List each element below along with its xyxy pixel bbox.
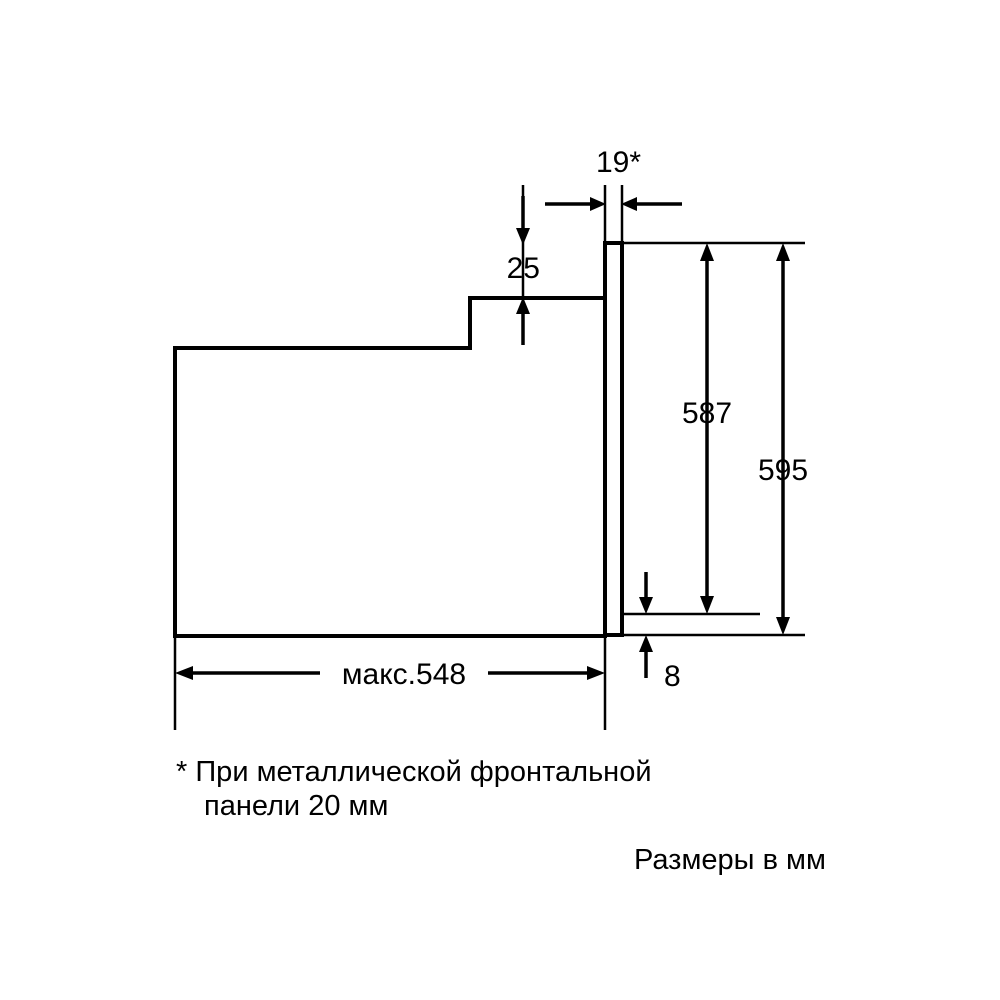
footnote-line-2: панели 20 мм — [204, 790, 389, 822]
dim-label-587: 587 — [681, 397, 733, 430]
dim-label-548: макс.548 — [341, 658, 467, 691]
dim-label-19: 19* — [596, 146, 642, 179]
footnote-line-1: * При металлической фронтальной — [176, 756, 652, 788]
dim-label-25: 25 — [506, 252, 540, 285]
dim-label-8: 8 — [664, 660, 681, 693]
units-note: Размеры в мм — [634, 844, 826, 876]
dim-label-595: 595 — [757, 454, 809, 487]
